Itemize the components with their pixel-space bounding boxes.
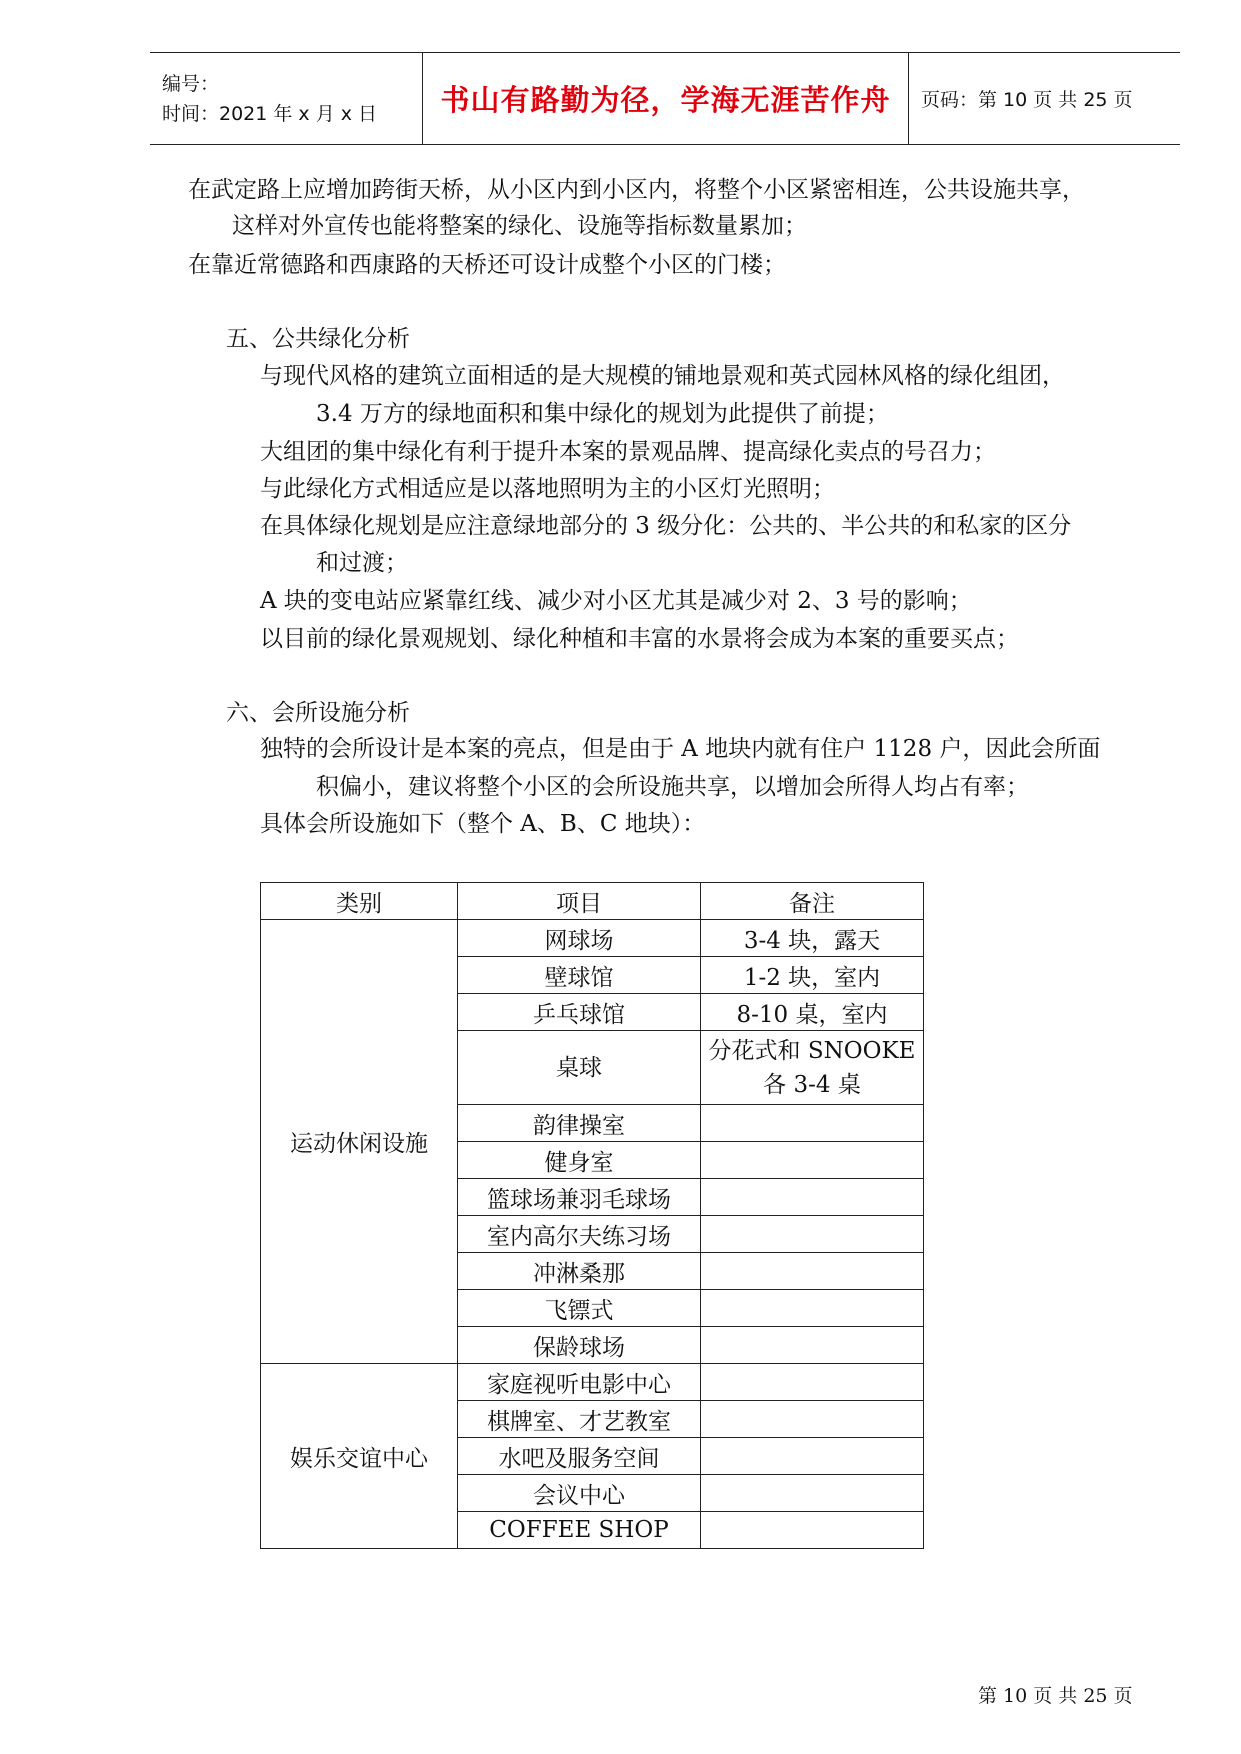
- page-footer: 第 10 页 共 25 页: [978, 1685, 1133, 1707]
- item-cell: 桌球: [458, 1031, 701, 1105]
- category-sports: 运动休闲设施: [261, 920, 458, 1364]
- item-cell: 网球场: [458, 920, 701, 957]
- item-cell: 会议中心: [458, 1475, 701, 1512]
- note-line: 各 3-4 桌: [763, 1071, 861, 1098]
- time-label: 时间：2021 年 x 月 x 日: [162, 102, 378, 125]
- note-cell: [701, 1475, 924, 1512]
- note-cell: [701, 1142, 924, 1179]
- item-cell: COFFEE SHOP: [458, 1512, 701, 1549]
- table-header-row: [261, 883, 924, 920]
- note-cell: [701, 1327, 924, 1364]
- body-line: 和过渡；: [316, 550, 408, 576]
- body-line: 在靠近常德路和西康路的天桥还可设计成整个小区的门楼；: [188, 252, 786, 278]
- item-cell: 乒乓球馆: [458, 994, 701, 1031]
- note-cell: 1-2 块，室内: [701, 957, 924, 994]
- category-entertainment: 娱乐交谊中心: [261, 1364, 458, 1549]
- item-cell: 韵律操室: [458, 1105, 701, 1142]
- body-line: 大组团的集中绿化有利于提升本案的景观品牌、提高绿化卖点的号召力；: [260, 439, 996, 465]
- body-line: 在具体绿化规划是应注意绿地部分的 3 级分化：公共的、半公共的和私家的区分: [260, 513, 1072, 539]
- body-line: 在武定路上应增加跨街天桥，从小区内到小区内，将整个小区紧密相连，公共设施共享，: [188, 177, 1085, 203]
- body-line: 独特的会所设计是本案的亮点，但是由于 A 地块内就有住户 1128 户，因此会所面: [260, 736, 1101, 762]
- note-cell: [701, 1290, 924, 1327]
- section-heading-6: 六、会所设施分析: [226, 700, 410, 726]
- note-cell: [701, 1216, 924, 1253]
- body-line: 与现代风格的建筑立面相适的是大规模的铺地景观和英式园林风格的绿化组团，: [260, 363, 1065, 389]
- table-row: [261, 1364, 924, 1401]
- item-cell: 水吧及服务空间: [458, 1438, 701, 1475]
- item-cell: 保龄球场: [458, 1327, 701, 1364]
- note-cell: [701, 1438, 924, 1475]
- header-page-info: 页码：第 10 页 共 25 页: [921, 89, 1133, 111]
- item-cell: 棋牌室、才艺教室: [458, 1401, 701, 1438]
- note-cell: [701, 1105, 924, 1142]
- body-line: 与此绿化方式相适应是以落地照明为主的小区灯光照明；: [260, 476, 835, 502]
- table-row: [261, 920, 924, 957]
- serial-label: 编号：: [162, 72, 220, 95]
- note-cell: [701, 1364, 924, 1401]
- item-cell: 家庭视听电影中心: [458, 1364, 701, 1401]
- note-cell: 8-10 桌，室内: [701, 994, 924, 1031]
- body-line: 这样对外宣传也能将整案的绿化、设施等指标数量累加；: [232, 213, 807, 239]
- body-line: 积偏小，建议将整个小区的会所设施共享，以增加会所得人均占有率；: [316, 774, 1029, 800]
- note-cell: [701, 1401, 924, 1438]
- note-cell: [701, 1253, 924, 1290]
- body-line: 3.4 万方的绿地面积和集中绿化的规划为此提供了前提；: [316, 401, 889, 427]
- header-motto: 书山有路勤为径，学海无涯苦作舟: [423, 53, 909, 145]
- body-line: A 块的变电站应紧靠红线、减少对小区尤其是减少对 2、3 号的影响；: [260, 588, 972, 614]
- table-header-cell: 备注: [701, 883, 924, 920]
- note-line: 分花式和 SNOOKE: [708, 1037, 916, 1064]
- item-cell: 冲淋桑那: [458, 1253, 701, 1290]
- note-cell: [701, 1512, 924, 1549]
- section-heading-5: 五、公共绿化分析: [226, 326, 410, 352]
- note-cell: [701, 1031, 924, 1105]
- body-line: 以目前的绿化景观规划、绿化种植和丰富的水景将会成为本案的重要买点；: [260, 626, 1019, 652]
- item-cell: 健身室: [458, 1142, 701, 1179]
- item-cell: 飞镖式: [458, 1290, 701, 1327]
- table-header-cell: 类别: [261, 883, 458, 920]
- page-header: [150, 52, 1180, 145]
- note-cell: [701, 1179, 924, 1216]
- body-line: 具体会所设施如下（整个 A、B、C 地块）：: [260, 811, 706, 837]
- note-cell: 3-4 块，露天: [701, 920, 924, 957]
- table-header-cell: 项目: [458, 883, 701, 920]
- item-cell: 室内高尔夫练习场: [458, 1216, 701, 1253]
- item-cell: 壁球馆: [458, 957, 701, 994]
- header-meta: [150, 53, 423, 145]
- facility-table: [260, 882, 924, 1549]
- item-cell: 篮球场兼羽毛球场: [458, 1179, 701, 1216]
